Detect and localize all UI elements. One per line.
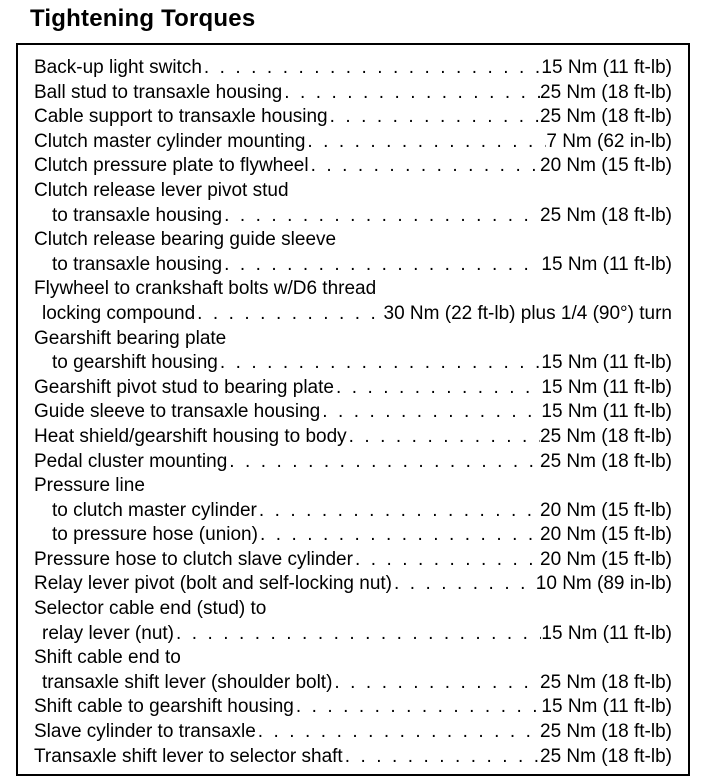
- leader-dots: [347, 425, 540, 450]
- row-label: Pedal cluster mounting: [34, 450, 228, 472]
- table-row: [34, 154, 672, 179]
- row-label: to pressure hose (union): [52, 524, 258, 546]
- page-title: Tightening Torques: [30, 5, 256, 32]
- row-value: 15 Nm (11 ft-lb): [541, 253, 672, 275]
- leader-dots: [328, 105, 540, 130]
- row-value: 25 Nm (18 ft-lb): [540, 425, 672, 447]
- leader-dots: [305, 130, 546, 155]
- row-value: 25 Nm (18 ft-lb): [540, 204, 672, 226]
- row-value: 15 Nm (11 ft-lb): [541, 401, 672, 423]
- row-value: 10 Nm (89 in-lb): [535, 573, 672, 595]
- table-row: [34, 548, 672, 573]
- leader-dots: [195, 302, 383, 327]
- table-row: [34, 179, 672, 204]
- table-row: [34, 474, 672, 499]
- table-row: [34, 105, 672, 130]
- row-label: Gearshift pivot stud to bearing plate: [34, 376, 334, 398]
- row-value: 30 Nm (22 ft-lb) plus 1/4 (90°) turn: [383, 302, 672, 324]
- leader-dots: [174, 622, 541, 647]
- leader-dots: [256, 720, 540, 745]
- row-value: 25 Nm (18 ft-lb): [540, 450, 672, 472]
- table-row: [34, 425, 672, 450]
- table-row: [34, 745, 672, 770]
- row-label: Pressure hose to clutch slave cylinder: [34, 548, 353, 570]
- row-label: to gearshift housing: [52, 352, 218, 374]
- row-value: 15 Nm (11 ft-lb): [541, 696, 672, 718]
- leader-dots: [218, 351, 542, 376]
- row-value: 20 Nm (15 ft-lb): [540, 524, 672, 546]
- table-row: [34, 253, 672, 278]
- row-value: 7 Nm (62 in-lb): [546, 130, 672, 152]
- row-label: Slave cylinder to transaxle: [34, 721, 256, 743]
- row-label: Flywheel to crankshaft bolts w/D6 thread: [34, 278, 377, 300]
- table-row: [34, 597, 672, 622]
- row-value: 25 Nm (18 ft-lb): [540, 671, 672, 693]
- row-label: Clutch release bearing guide sleeve: [34, 229, 337, 251]
- row-label: Heat shield/gearshift housing to body: [34, 425, 347, 447]
- table-row: [34, 302, 672, 327]
- leader-dots: [258, 523, 540, 548]
- row-value: 15 Nm (11 ft-lb): [541, 376, 672, 398]
- torque-table: [34, 56, 672, 769]
- row-label: Selector cable end (stud) to: [34, 598, 267, 620]
- row-label: Cable support to transaxle housing: [34, 106, 328, 128]
- table-row: [34, 277, 672, 302]
- row-label: Shift cable end to: [34, 647, 181, 669]
- table-row: [34, 130, 672, 155]
- row-label: to transaxle housing: [52, 204, 223, 226]
- table-row: [34, 400, 672, 425]
- table-row: [34, 204, 672, 229]
- leader-dots: [332, 671, 540, 696]
- row-value: 20 Nm (15 ft-lb): [540, 499, 672, 521]
- row-label: locking compound: [42, 302, 196, 324]
- leader-dots: [282, 81, 540, 106]
- row-label: transaxle shift lever (shoulder bolt): [42, 671, 333, 693]
- table-row: [34, 671, 672, 696]
- table-row: [34, 720, 672, 745]
- row-label: to clutch master cylinder: [52, 499, 257, 521]
- table-row: [34, 499, 672, 524]
- row-value: 25 Nm (18 ft-lb): [540, 106, 672, 128]
- row-value: 25 Nm (18 ft-lb): [540, 81, 672, 103]
- table-row: [34, 228, 672, 253]
- leader-dots: [343, 745, 540, 770]
- row-label: Back-up light switch: [34, 57, 202, 78]
- row-label: to transaxle housing: [52, 253, 223, 275]
- row-label: Clutch master cylinder mounting: [34, 130, 306, 152]
- table-row: [34, 351, 672, 376]
- leader-dots: [227, 450, 540, 475]
- row-value: 15 Nm (11 ft-lb): [541, 622, 672, 644]
- table-row: [34, 450, 672, 475]
- row-label: Pressure line: [34, 475, 145, 497]
- row-label: Shift cable to gearshift housing: [34, 696, 294, 718]
- row-label: Gearshift bearing plate: [34, 327, 227, 349]
- row-label: Ball stud to transaxle housing: [34, 81, 283, 103]
- leader-dots: [392, 572, 536, 597]
- row-label: Clutch release lever pivot stud: [34, 179, 289, 201]
- row-label: Relay lever pivot (bolt and self-locking nut): [34, 573, 393, 595]
- row-value: 20 Nm (15 ft-lb): [540, 155, 672, 177]
- table-row: [34, 572, 672, 597]
- row-value: 15 Nm (11 ft-lb): [541, 57, 672, 78]
- row-label: relay lever (nut): [42, 622, 174, 644]
- leader-dots: [353, 548, 540, 573]
- leader-dots: [294, 695, 542, 720]
- leader-dots: [257, 499, 540, 524]
- table-row: [34, 327, 672, 352]
- leader-dots: [309, 154, 540, 179]
- row-value: 20 Nm (15 ft-lb): [540, 548, 672, 570]
- row-label: Clutch pressure plate to flywheel: [34, 155, 309, 177]
- table-row: [34, 523, 672, 548]
- table-row: [34, 376, 672, 401]
- row-value: 25 Nm (18 ft-lb): [540, 721, 672, 743]
- leader-dots: [334, 376, 541, 401]
- table-row: [34, 695, 672, 720]
- leader-dots: [222, 253, 541, 278]
- table-row: [34, 56, 672, 81]
- row-value: 25 Nm (18 ft-lb): [540, 745, 672, 767]
- table-row: [34, 622, 672, 647]
- row-label: Transaxle shift lever to selector shaft: [34, 745, 343, 767]
- row-value: 15 Nm (11 ft-lb): [541, 352, 672, 374]
- table-row: [34, 81, 672, 106]
- table-row: [34, 646, 672, 671]
- leader-dots: [320, 400, 541, 425]
- leader-dots: [202, 56, 542, 81]
- row-label: Guide sleeve to transaxle housing: [34, 401, 321, 423]
- leader-dots: [222, 204, 540, 229]
